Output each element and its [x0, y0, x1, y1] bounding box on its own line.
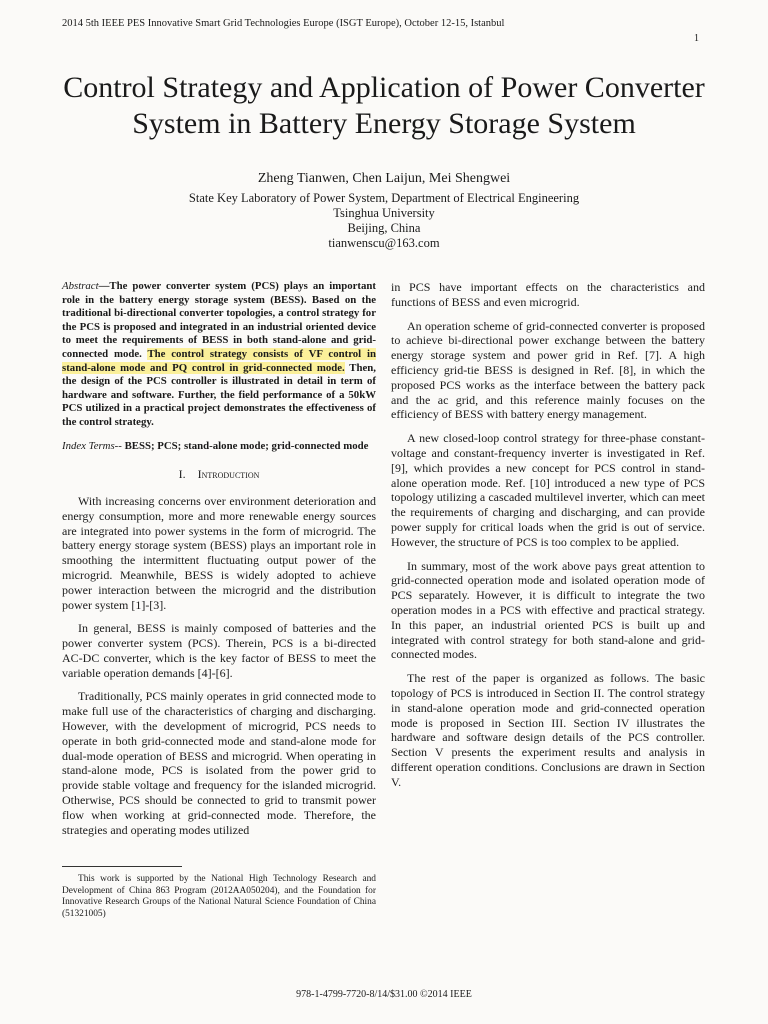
- index-terms: [62, 440, 376, 454]
- page-number: 1: [694, 33, 699, 44]
- author-email[interactable]: tianwenscu@163.com: [328, 236, 440, 250]
- left-column: [62, 280, 376, 846]
- section-title: Introduction: [197, 467, 260, 482]
- index-terms-text: BESS; PCS; stand-alone mode; grid-connected mode: [121, 439, 369, 452]
- paragraph: The rest of the paper is organized as follows. The basic topology of PCS is introduced in Section II. The control strategy in stand-alone operation mode and grid-connected operation mode is proposed in Section III. Section IV illustrates the hardware and software design details of the PCS controller. Section V presents the experiment results and analysis in different operation conditions. Conclusions are drawn in Section V.: [391, 671, 705, 789]
- paper-title: Control Strategy and Application of Power Converter System in Battery Energy Storage System: [63, 71, 705, 140]
- affiliation-department: State Key Laboratory of Power System, Department of Electrical Engineering: [188, 191, 580, 205]
- affiliation-university: Tsinghua University: [333, 206, 435, 220]
- abstract-text-part1: —The power converter system (PCS) plays an important role in the battery energy storage system (BESS). Based on the traditional bi-directional converter topologies, a control strategy for the PCS is proposed and integrated in an industrial oriented device to meet the requirements of BESS in both stand-alone and grid-connected mode.: [62, 280, 376, 360]
- abstract: [62, 280, 376, 430]
- paragraph: In summary, most of the work above pays great attention to grid-connected operation mode and isolated operation mode of PCS separately. However, it is difficult to integrate the two operation modes in a PCS with effective and practical strategy. In this paper, an industrial oriented PCS is built up and integrated with control strategy for both stand-alone and grid-connected modes.: [391, 558, 705, 662]
- paragraph: in PCS have important effects on the characteristics and functions of BESS and even microgrid.: [391, 280, 705, 309]
- affiliation-location: Beijing, China: [347, 221, 421, 235]
- author-list: Zheng Tianwen, Chen Laijun, Mei Shengwei: [257, 171, 511, 186]
- paragraph: Traditionally, PCS mainly operates in grid connected mode to make full use of the characteristics of charging and discharging. However, with the development of microgrid, PCS needs to operate in both grid-connected mode and stand-alone mode for dual-mode operation of BESS and microgrid. When operating in stand-alone mode, PCS is isolated from the power grid to provide stable voltage and frequency for the islanded microgrid. Otherwise, PCS should be connected to grid to transmit power flow when working at grid-connected mode. Therefore, the strategies and operating modes utilized: [62, 689, 376, 837]
- section-heading-introduction: [62, 467, 376, 482]
- abstract-highlighted-text: The control strategy consists of VF control in stand-alone mode and PQ control in grid-connected mode.: [62, 347, 376, 374]
- affiliation-block: [0, 191, 768, 251]
- paragraph: An operation scheme of grid-connected converter is proposed to achieve bi-directional power exchange between the battery energy storage system and power grid in Ref. [7]. A high efficiency grid-tie BESS is designed in Ref. [8], in which the proposed PCS works as the interface between the battery pack and the ac grid, and this reference mainly focuses on the efficiency of BESS with battery energy management.: [391, 318, 705, 422]
- abstract-label: Abstract: [62, 280, 99, 292]
- right-column: [391, 280, 705, 799]
- index-terms-label: Index Terms--: [62, 439, 122, 452]
- footnote-divider: [62, 866, 182, 867]
- section-number: I.: [178, 467, 186, 482]
- paragraph: With increasing concerns over environment deterioration and energy consumption, more and more renewable energy sources are integrated into power systems in the form of microgrid. The battery energy storage system (BESS) plays an important role in smoothing the intermittent fluctuating output power of the microgrid. Meanwhile, BESS is widely adopted to achieve power interaction between the microgrid and the distribution power system [1]-[3].: [62, 493, 376, 612]
- paragraph: In general, BESS is mainly composed of batteries and the power converter system (PCS). Therein, PCS is a bi-directed AC-DC converter, which is the key factor of BESS to meet the variable operation demands [4]-[6].: [62, 621, 376, 680]
- copyright-footer: 978-1-4799-7720-8/14/$31.00 ©2014 IEEE: [296, 989, 472, 1000]
- paragraph: A new closed-loop control strategy for three-phase constant-voltage and constant-frequency inverter is investigated in Ref. [9], which provides a new concept for PCS control in stand-alone operation mode. Ref. [10] introduced a new type of PCS topology utilizing a cascaded multilevel inverter, which can meet the requirements of charging and discharging, and can provide power supply for critical loads when the grid is out of service. However, the structure of PCS is too complex to be applied.: [391, 431, 705, 549]
- conference-header: 2014 5th IEEE PES Innovative Smart Grid Technologies Europe (ISGT Europe), October 12-15, Istanbul: [62, 18, 505, 29]
- abstract-text-part2: Then, the design of the PCS controller is illustrated in detail in term of hardware and software. Further, the field performance of a 50kW PCS utilized in a practical project demonstrates the effectiveness of the control strategy.: [62, 361, 376, 428]
- footnote: This work is supported by the National High Technology Research and Development of China 863 Program (2012AA050204), and the Foundation for Innovative Research Groups of the National Natural Science Foundation of China (51321005): [62, 874, 376, 919]
